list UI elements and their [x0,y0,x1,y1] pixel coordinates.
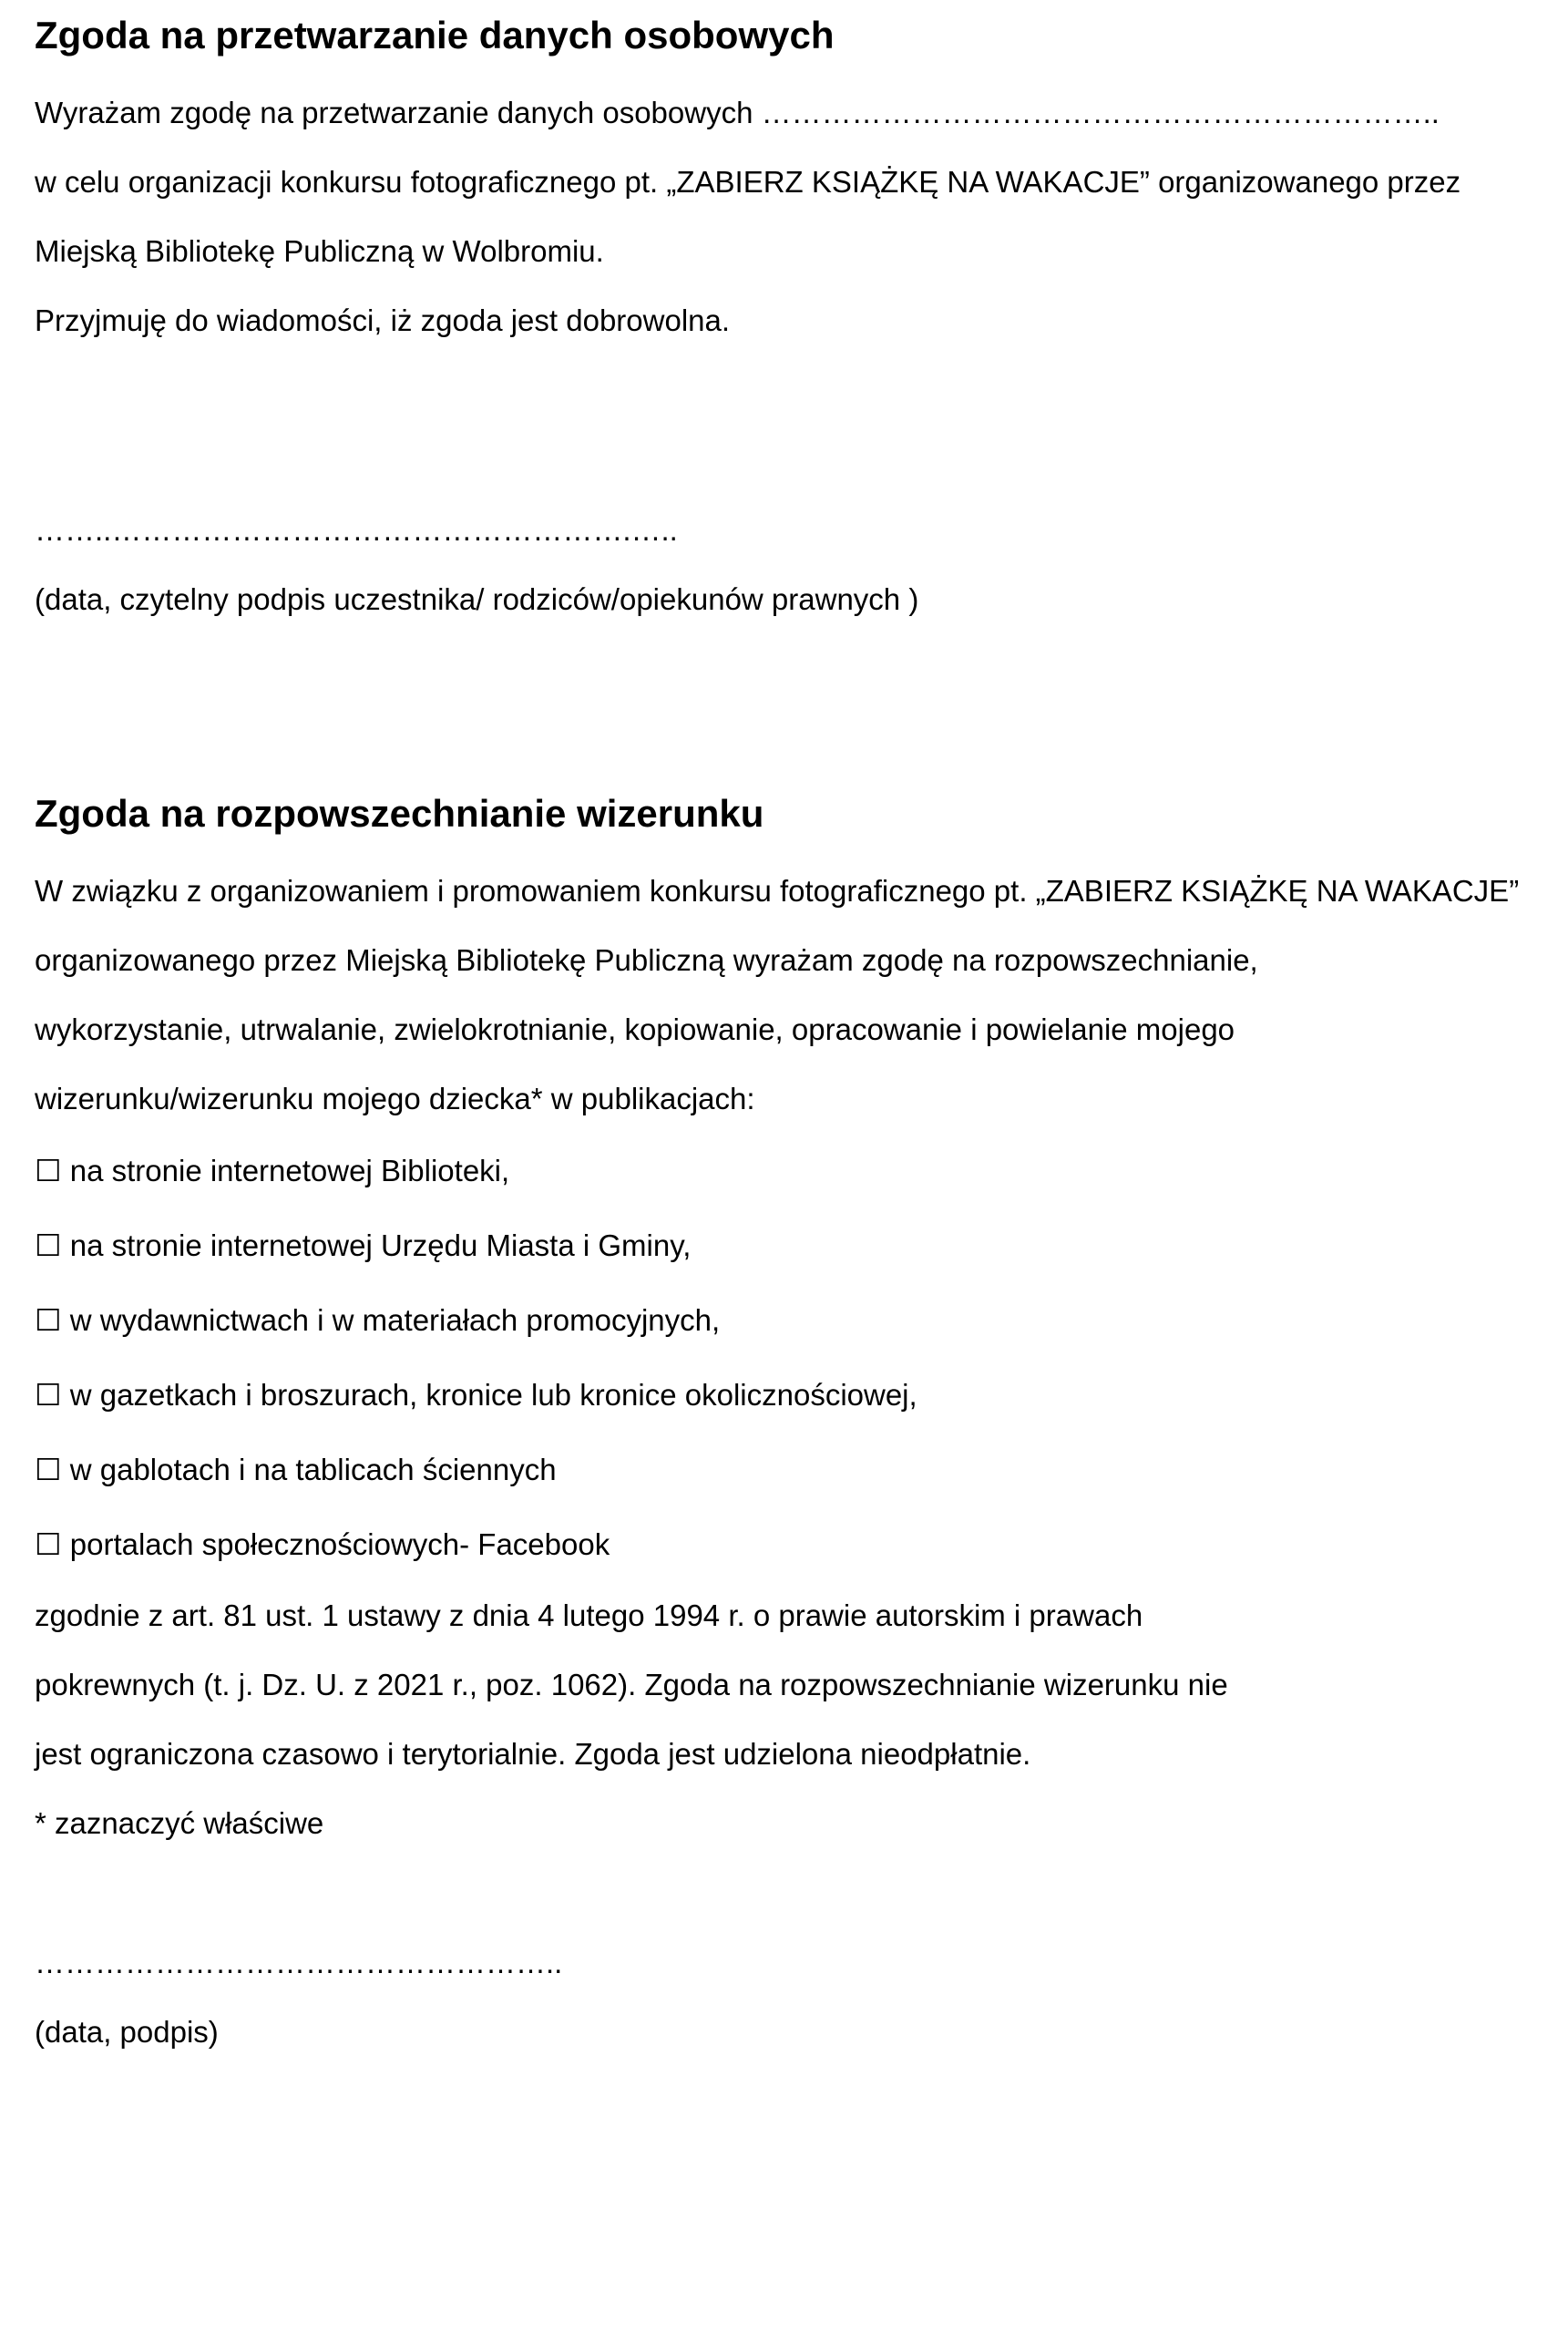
checkbox-option-newsletters[interactable]: ☐ w gazetkach i broszurach, kronice lub kronice okolicznościowej, [35,1378,917,1412]
section1-line: Miejską Bibliotekę Publiczną w Wolbromiu. [35,234,604,268]
section2-intro-line: wizerunku/wizerunku mojego dziecka* w publikacjach: [35,1082,755,1115]
checkbox-option-library-website[interactable]: ☐ na stronie internetowej Biblioteki, [35,1154,510,1187]
section1-line: Przyjmuję do wiadomości, iż zgoda jest dobrowolna. [35,303,731,337]
checkbox-option-social-media[interactable]: ☐ portalach społecznościowych- Facebook [35,1527,610,1561]
section2-title: Zgoda na rozpowszechnianie wizerunku [35,792,764,835]
section2-intro-line: wykorzystanie, utrwalanie, zwielokrotnianie, kopiowanie, opracowanie i powielanie mojego [35,1012,1235,1046]
section2-legal-line: jest ograniczona czasowo i terytorialnie. Zgoda jest udzielona nieodpłatnie. [35,1737,1031,1771]
section2-signature-caption: (data, podpis) [35,2015,219,2049]
section2-intro-line: W związku z organizowaniem i promowaniem konkursu fotograficznego pt. „ZABIERZ KSIĄŻKĘ NA WAKACJE” [35,874,1520,908]
section1-signature-caption: (data, czytelny podpis uczestnika/ rodziców/opiekunów prawnych ) [35,582,919,616]
section1-signature-line: ……..…………………………………………….….. [35,513,678,547]
checkbox-option-publications[interactable]: ☐ w wydawnictwach i w materiałach promocyjnych, [35,1303,721,1337]
section1-line: Wyrażam zgodę na przetwarzanie danych osobowych ………………………………………………………….. [35,96,1440,129]
checkbox-option-city-hall-website[interactable]: ☐ na stronie internetowej Urzędu Miasta i Gminy, [35,1228,692,1262]
section2-legal-line: pokrewnych (t. j. Dz. U. z 2021 r., poz. 1062). Zgoda na rozpowszechnianie wizerunku nie [35,1668,1228,1701]
section2-intro-line: organizowanego przez Miejską Bibliotekę Publiczną wyrażam zgodę na rozpowszechnianie, [35,943,1258,977]
section1-line: w celu organizacji konkursu fotograficznego pt. „ZABIERZ KSIĄŻKĘ NA WAKACJE” organizowanego przez [35,165,1461,199]
checkbox-option-display-cases[interactable]: ☐ w gablotach i na tablicach ściennych [35,1453,557,1486]
section1-title: Zgoda na przetwarzanie danych osobowych [35,14,835,57]
section2-legal-line: zgodnie z art. 81 ust. 1 ustawy z dnia 4 lutego 1994 r. o prawie autorskim i prawach [35,1598,1143,1632]
section2-signature-line: …………………………………………….. [35,1946,563,1979]
section2-footnote: * zaznaczyć właściwe [35,1806,324,1840]
